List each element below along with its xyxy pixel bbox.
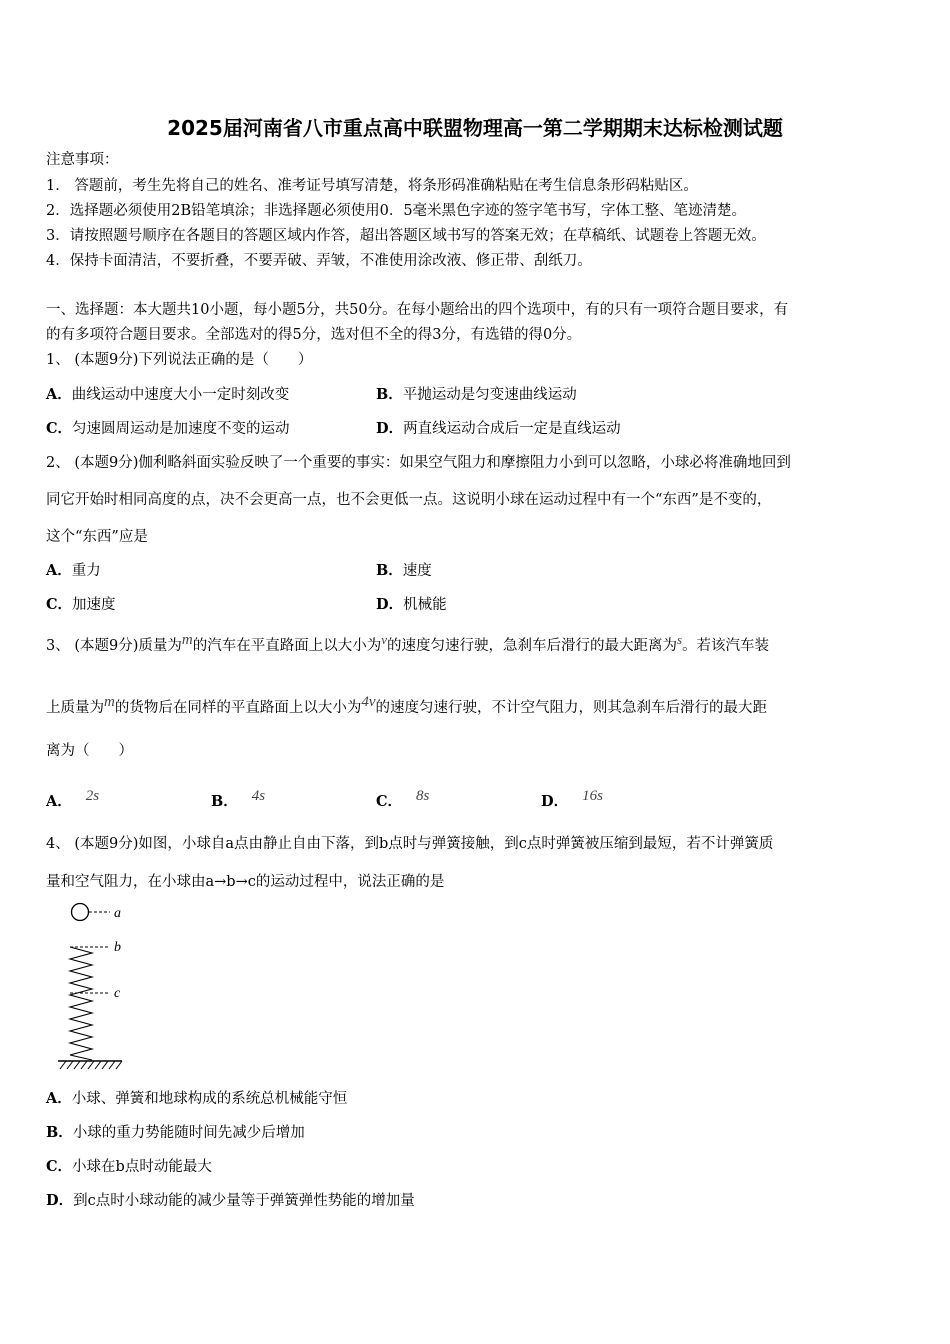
- option-text: 机械能: [403, 597, 447, 613]
- math-symbol: m: [181, 632, 193, 648]
- label-a: a: [114, 906, 121, 921]
- math-symbol: 4v: [361, 694, 376, 710]
- q1-option-d: [376, 419, 621, 439]
- spring-ball-figure: [56, 898, 136, 1070]
- option-text: 重力: [71, 563, 101, 579]
- q2-option-a: [46, 561, 101, 581]
- option-text: 小球、弹簧和地球构成的系统总机械能守恒: [71, 1091, 348, 1107]
- section-instructions-line: 一、选择题：本大题共10小题，每小题5分，共50分。在每小题给出的四个选项中，有的只有一项符合题目要求，有: [46, 302, 789, 318]
- label-b: b: [114, 940, 121, 955]
- math-symbol: m: [104, 694, 115, 710]
- q2-option-c: [46, 595, 116, 615]
- option-label: D．: [376, 420, 404, 437]
- option-label: A．: [46, 1090, 72, 1107]
- q3-option-a: [46, 786, 99, 812]
- option-label: B．: [376, 562, 403, 579]
- q4-option-a: [46, 1089, 347, 1109]
- option-label: C．: [376, 792, 403, 810]
- option-text: 速度: [402, 563, 432, 579]
- text: 3、 (本题9分)质量为: [46, 637, 182, 654]
- q3-option-b: [211, 786, 265, 812]
- question-1-stem: 1、 (本题9分)下列说法正确的是（ ）: [46, 352, 313, 368]
- option-label: C．: [46, 1158, 73, 1175]
- question-4-stem-line: 4、 (本题9分)如图，小球自a点由静止自由下落，到b点时与弹簧接触，到c点时弹簧被压缩到最短，若不计弹簧质: [46, 836, 774, 852]
- option-label: B．: [376, 386, 403, 403]
- math-symbol: v: [381, 632, 387, 647]
- q3-option-d: [541, 786, 603, 812]
- question-2-stem-line: 2、 (本题9分)伽利略斜面实验反映了一个重要的事实：如果空气阻力和摩擦阻力小到可以忽略，小球必将准确地回到: [46, 455, 791, 471]
- option-label: B．: [211, 792, 238, 810]
- option-label: D．: [46, 1192, 74, 1209]
- option-text: 2s: [85, 788, 100, 804]
- question-3-stem-line: [46, 692, 767, 718]
- option-text: 小球在b点时动能最大: [72, 1159, 212, 1175]
- option-text: 小球的重力势能随时间先减少后增加: [72, 1125, 305, 1141]
- notice-item: 1． 答题前，考生先将自己的姓名、准考证号填写清楚，将条形码准确粘贴在考生信息条形码粘贴区。: [46, 178, 698, 194]
- option-text: 16s: [582, 788, 603, 804]
- text: 的速度匀速行驶，不计空气阻力，则其急刹车后滑行的最大距: [375, 699, 768, 716]
- label-c: c: [114, 986, 121, 1001]
- option-label: C．: [46, 420, 73, 437]
- option-label: D．: [376, 596, 404, 613]
- question-4-stem-line: 量和空气阻力，在小球由a→b→c的运动过程中，说法正确的是: [46, 874, 445, 890]
- option-label: B．: [46, 1124, 73, 1141]
- spring-icon: [70, 947, 92, 1060]
- text: 上质量为: [46, 699, 104, 716]
- q3-option-c: [376, 786, 429, 812]
- q2-option-b: [376, 561, 432, 581]
- text: 的货物后在同样的平直路面上以大小为: [114, 699, 362, 716]
- question-2-stem-line: 同它开始时相同高度的点，决不会更高一点，也不会更低一点。这说明小球在运动过程中有一个“东西”是不变的，: [46, 492, 772, 508]
- q4-option-c: [46, 1157, 212, 1177]
- question-3-stem-line: 离为（ ）: [46, 743, 133, 759]
- notice-item: 2．选择题必须使用2B铅笔填涂；非选择题必须使用0．5毫米黑色字迹的签字笔书写，字体工整、笔迹清楚。: [46, 203, 747, 219]
- notice-heading: 注意事项：: [46, 152, 119, 168]
- option-text: 曲线运动中速度大小一定时刻改变: [71, 387, 290, 403]
- q1-option-b: [376, 385, 577, 405]
- q4-option-b: [46, 1123, 305, 1143]
- option-label: A．: [46, 792, 72, 810]
- q1-option-c: [46, 419, 290, 439]
- notice-item: 4．保持卡面清洁，不要折叠，不要弄破、弄皱，不准使用涂改液、修正带、刮纸刀。: [46, 253, 592, 269]
- option-text: 到c点时小球动能的减少量等于弹簧弹性势能的增加量: [73, 1193, 415, 1209]
- option-label: A．: [46, 562, 72, 579]
- question-3-stem-line: [46, 630, 769, 656]
- option-text: 加速度: [72, 597, 116, 613]
- q2-option-d: [376, 595, 447, 615]
- option-text: 8s: [416, 788, 430, 804]
- option-text: 4s: [251, 788, 266, 804]
- option-text: 匀速圆周运动是加速度不变的运动: [72, 421, 290, 437]
- page-title: 2025届河南省八市重点高中联盟物理高一第二学期期末达标检测试题: [167, 116, 783, 140]
- option-label: A．: [46, 386, 72, 403]
- q4-option-d: [46, 1191, 415, 1211]
- text: 的汽车在平直路面上以大小为: [192, 637, 382, 654]
- notice-item: 3．请按照题号顺序在各题目的答题区域内作答，超出答题区域书写的答案无效；在草稿纸、试题卷上答题无效。: [46, 228, 766, 244]
- option-label: C．: [46, 596, 73, 613]
- q1-option-a: [46, 385, 289, 405]
- option-text: 平抛运动是匀变速曲线运动: [402, 387, 577, 403]
- text: 。若该汽车装: [682, 637, 770, 654]
- ball-icon: [72, 904, 89, 921]
- math-symbol: s: [677, 632, 683, 647]
- text: 的速度匀速行驶，急刹车后滑行的最大距离为: [387, 637, 677, 654]
- ground-hatch-icon: [60, 1061, 122, 1069]
- section-instructions-line: 的有多项符合题目要求。全部选对的得5分，选对但不全的得3分，有选错的得0分。: [46, 327, 582, 343]
- option-text: 两直线运动合成后一定是直线运动: [403, 421, 621, 437]
- question-2-stem-line: 这个“东西”应是: [46, 529, 148, 545]
- option-label: D．: [541, 792, 569, 810]
